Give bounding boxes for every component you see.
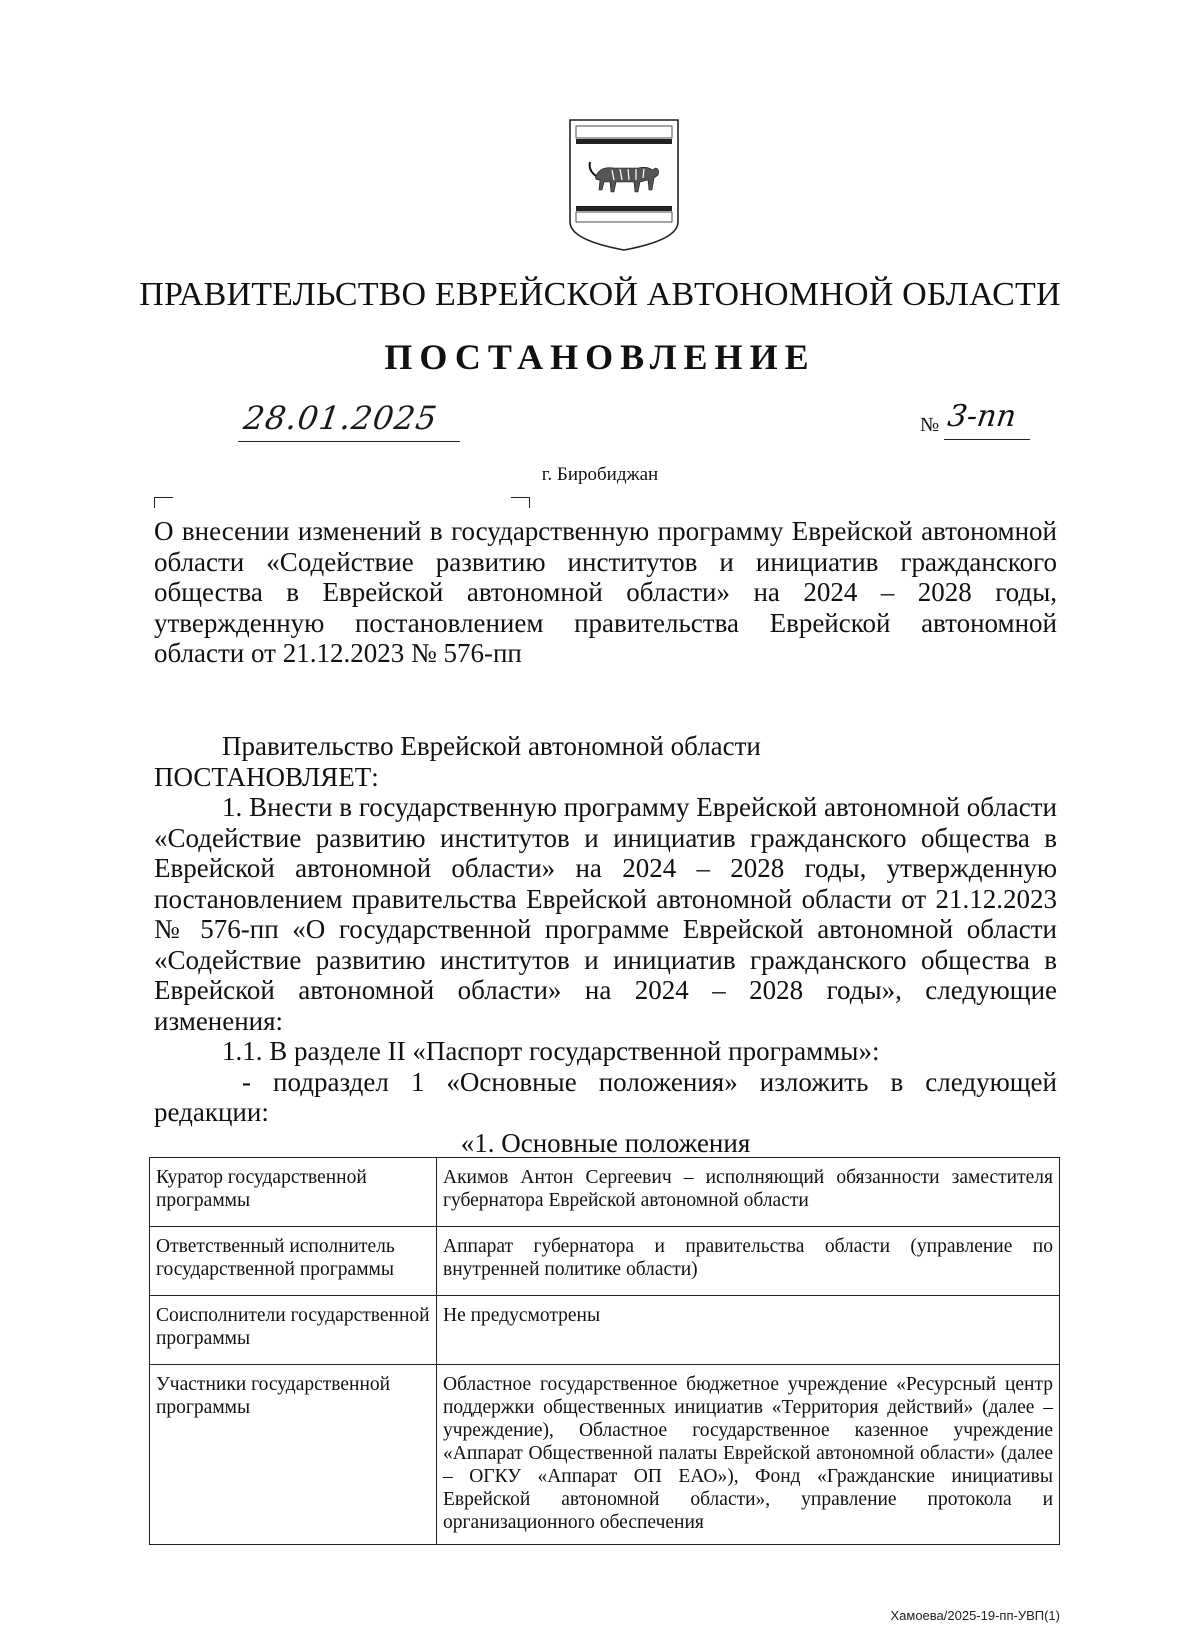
table-cell-value: Областное государственное бюджетное учреждение «Ресурсный центр поддержки общественных инициатив «Территория действий» (далее – учреждение), Областное государственное казенное учреждение «Аппарат Общественной палаты Еврейской автономной области» (далее – ОГКУ «Аппарат ОП ЕАО»), Фонд «Гражданские инициативы Еврейской автономной области», управление протокола и организационного обеспечения bbox=[437, 1365, 1060, 1545]
number-sign: № bbox=[920, 414, 940, 436]
preamble: Правительство Еврейской автономной области bbox=[222, 731, 761, 761]
section-title: «1. Основные положения bbox=[460, 1127, 751, 1158]
table-cell-value: Акимов Антон Сергеевич – исполняющий обязанности заместителя губернатора Еврейской автономной области bbox=[437, 1158, 1060, 1227]
city-line: г. Биробиджан bbox=[541, 464, 659, 485]
document-body bbox=[154, 731, 1057, 1158]
table-row bbox=[150, 1296, 1060, 1365]
table-cell-value: Не предусмотрены bbox=[437, 1296, 1060, 1365]
item-1: 1. Внести в государственную программу Еврейской автономной области «Содействие развитию институтов и инициатив гражданского общества в Еврейской автономной области» на 2024 – 2028 годы, утвержденную постановлением правительства Еврейской автономной области от 21.12.2023 № 576-пп «О государственной программе Еврейской автономной области «Содействие развитию институтов и инициатив гражданского общества в Еврейской автономной области» на 2024 – 2028 годы», следующие изменения: bbox=[154, 792, 1057, 1036]
handwritten-date: 28.01.2025 bbox=[241, 399, 440, 437]
subject-corner-right bbox=[511, 497, 530, 508]
decree-word: ПОСТАНОВЛЯЕТ: bbox=[154, 761, 379, 792]
table-cell-key: Куратор государственной программы bbox=[150, 1158, 437, 1227]
document-footer-code: Хамоева/2025-19-пп-УВП(1) bbox=[890, 1608, 1060, 1623]
table-row bbox=[150, 1365, 1060, 1545]
table-cell-key: Ответственный исполнитель государственной программы bbox=[150, 1227, 437, 1296]
number-field bbox=[944, 399, 1030, 440]
date-field bbox=[238, 399, 460, 442]
document-subject: О внесении изменений в государственную программу Еврейской автономной области «Содействие развитию институтов и инициатив гражданского общества в Еврейской автономной области» на 2024 – 2028 годы, утвержденную постановлением правительства Еврейской автономной области от 21.12.2023 № 576-пп bbox=[154, 516, 1057, 668]
item-1-1: 1.1. В разделе II «Паспорт государственной программы»: bbox=[222, 1036, 880, 1066]
document-type: ПОСТАНОВЛЕНИЕ bbox=[384, 337, 816, 377]
table-row bbox=[150, 1227, 1060, 1296]
government-title: ПРАВИТЕЛЬСТВО ЕВРЕЙСКОЙ АВТОНОМНОЙ ОБЛАСТИ bbox=[139, 276, 1061, 313]
table-cell-key: Участники государственной программы bbox=[150, 1365, 437, 1545]
subject-corner-left bbox=[154, 497, 173, 508]
table-cell-value: Аппарат губернатора и правительства области (управление по внутренней политике области) bbox=[437, 1227, 1060, 1296]
table-cell-key: Соисполнители государственной программы bbox=[150, 1296, 437, 1365]
table-row bbox=[150, 1158, 1060, 1227]
coat-of-arms-emblem bbox=[568, 118, 680, 252]
program-passport-table bbox=[149, 1157, 1060, 1545]
handwritten-number: 3-пп bbox=[945, 399, 1019, 434]
subsection-instruction: - подраздел 1 «Основные положения» изложить в следующей редакции: bbox=[154, 1066, 1057, 1127]
